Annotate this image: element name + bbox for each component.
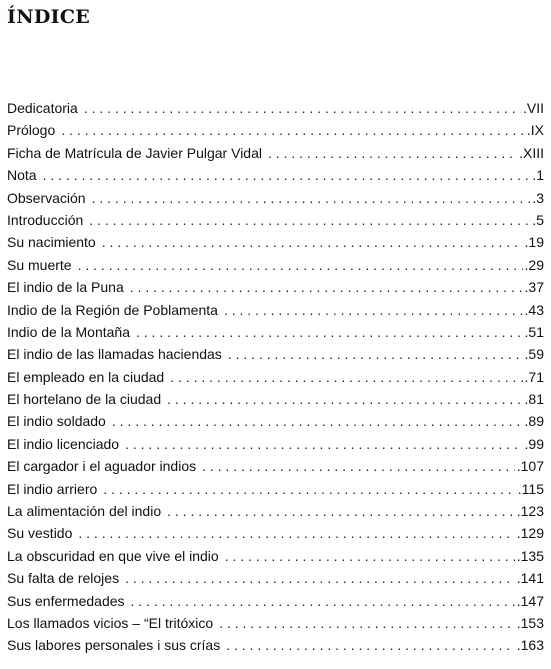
- toc-entry-page: .37: [524, 279, 544, 296]
- toc-entry: [7, 500, 544, 522]
- dot-leader: [103, 478, 516, 500]
- toc-entry: [7, 231, 544, 253]
- toc-entry-title: El indio de la Puna: [7, 279, 124, 296]
- dot-leader: [112, 410, 523, 432]
- toc-entry-page: .71: [524, 368, 544, 385]
- toc-entry-page: .1: [532, 167, 544, 184]
- toc-entry: [7, 478, 544, 500]
- toc-entry-page: .XIII: [519, 144, 544, 161]
- dot-leader: [167, 500, 515, 522]
- dot-leader: [43, 164, 531, 186]
- toc-entry: [7, 142, 544, 164]
- toc-entry: [7, 366, 544, 388]
- dot-leader: [202, 455, 515, 477]
- toc-entry-title: Nota: [7, 167, 37, 184]
- toc-entry-page: .3: [532, 189, 544, 206]
- toc-entry: [7, 209, 544, 231]
- dot-leader: [92, 187, 531, 209]
- toc-entry: [7, 187, 544, 209]
- toc-entry-page: .43: [524, 301, 544, 318]
- toc-entry: [7, 522, 544, 544]
- toc-entry-title: La obscuridad en que vive el indio: [7, 547, 219, 564]
- table-of-contents: [7, 97, 544, 657]
- dot-leader: [268, 142, 517, 164]
- toc-entry-title: Dedicatoria: [7, 100, 78, 116]
- toc-entry-title: El indio soldado: [7, 413, 106, 430]
- toc-entry-title: Introducción: [7, 211, 84, 228]
- toc-entry: [7, 433, 544, 455]
- dot-leader: [131, 590, 515, 612]
- dot-leader: [225, 545, 515, 567]
- toc-entry-title: El indio arriero: [7, 480, 98, 497]
- dot-leader: [89, 209, 530, 231]
- dot-leader: [125, 433, 522, 455]
- toc-entry-title: El indio de las llamadas haciendas: [7, 346, 222, 363]
- dot-leader: [125, 567, 515, 589]
- toc-entry: [7, 276, 544, 298]
- toc-entry-title: El hortelano de la ciudad: [7, 391, 162, 408]
- toc-entry-page: .115: [517, 480, 544, 497]
- toc-entry: [7, 388, 544, 410]
- toc-entry-page: .141: [516, 570, 544, 587]
- toc-entry: [7, 455, 544, 477]
- toc-entry: [7, 119, 544, 141]
- toc-entry-page: .153: [516, 614, 544, 631]
- dot-leader: [136, 321, 523, 343]
- toc-entry-title: El cargador i el aguador indios: [7, 458, 197, 475]
- toc-entry-page: .59: [524, 346, 544, 363]
- dot-leader: [224, 299, 523, 321]
- dot-leader: [130, 276, 523, 298]
- toc-entry: [7, 567, 544, 589]
- toc-entry: [7, 612, 544, 634]
- toc-entry-title: El empleado en la ciudad: [7, 368, 165, 385]
- toc-entry: [7, 634, 544, 656]
- toc-entry-title: Ficha de Matrícula de Javier Pulgar Vidal: [7, 144, 262, 161]
- toc-entry-page: .19: [524, 234, 544, 251]
- toc-entry-page: .107: [516, 458, 544, 475]
- toc-entry-page: .135: [516, 547, 544, 564]
- toc-entry-page: .99: [524, 435, 544, 452]
- toc-entry: [7, 590, 544, 612]
- toc-entry-title: La alimentación del indio: [7, 503, 162, 520]
- toc-entry-page: .5: [532, 211, 544, 228]
- dot-leader: [102, 231, 523, 253]
- toc-entry-title: Sus enfermedades: [7, 592, 125, 609]
- dot-leader: [61, 119, 525, 141]
- toc-entry-page: .VII: [522, 100, 544, 116]
- dot-leader: [226, 634, 515, 656]
- dot-leader: [78, 254, 523, 276]
- dot-leader: [78, 522, 514, 544]
- toc-entry: [7, 545, 544, 567]
- toc-entry: [7, 343, 544, 365]
- toc-entry-title: Su falta de relojes: [7, 570, 120, 587]
- toc-entry: [7, 321, 544, 343]
- toc-entry-title: Indio de la Región de Poblamenta: [7, 301, 218, 318]
- toc-entry-title: Su muerte: [7, 256, 72, 273]
- toc-entry-page: .81: [524, 391, 544, 408]
- toc-entry-title: Observación: [7, 189, 86, 206]
- toc-entry: [7, 254, 544, 276]
- toc-entry-page: .29: [524, 256, 544, 273]
- page-title: ÍNDICE: [7, 6, 91, 28]
- toc-entry-title: Su nacimiento: [7, 234, 96, 251]
- toc-entry-title: Sus labores personales i sus crías: [7, 637, 221, 654]
- toc-entry-title: Prólogo: [7, 122, 56, 139]
- dot-leader: [170, 366, 522, 388]
- toc-entry-page: .147: [516, 592, 544, 609]
- toc-entry-page: .89: [524, 413, 544, 430]
- toc-entry-page: .51: [524, 323, 544, 340]
- toc-entry-page: .129: [516, 525, 544, 542]
- toc-entry-title: Su vestido: [7, 525, 73, 542]
- toc-entry: [7, 97, 544, 119]
- toc-entry-title: Los llamados vicios – “El tritóxico: [7, 614, 214, 631]
- dot-leader: [219, 612, 515, 634]
- toc-entry: [7, 164, 544, 186]
- toc-entry-title: Indio de la Montaña: [7, 323, 130, 340]
- toc-entry-title: El indio licenciado: [7, 435, 120, 452]
- toc-entry-page: .123: [516, 503, 544, 520]
- dot-leader: [167, 388, 522, 410]
- dot-leader: [84, 97, 521, 119]
- toc-entry-page: .IX: [526, 122, 544, 139]
- toc-entry-page: .163: [516, 637, 544, 654]
- dot-leader: [228, 343, 523, 365]
- toc-entry: [7, 410, 544, 432]
- toc-entry: [7, 299, 544, 321]
